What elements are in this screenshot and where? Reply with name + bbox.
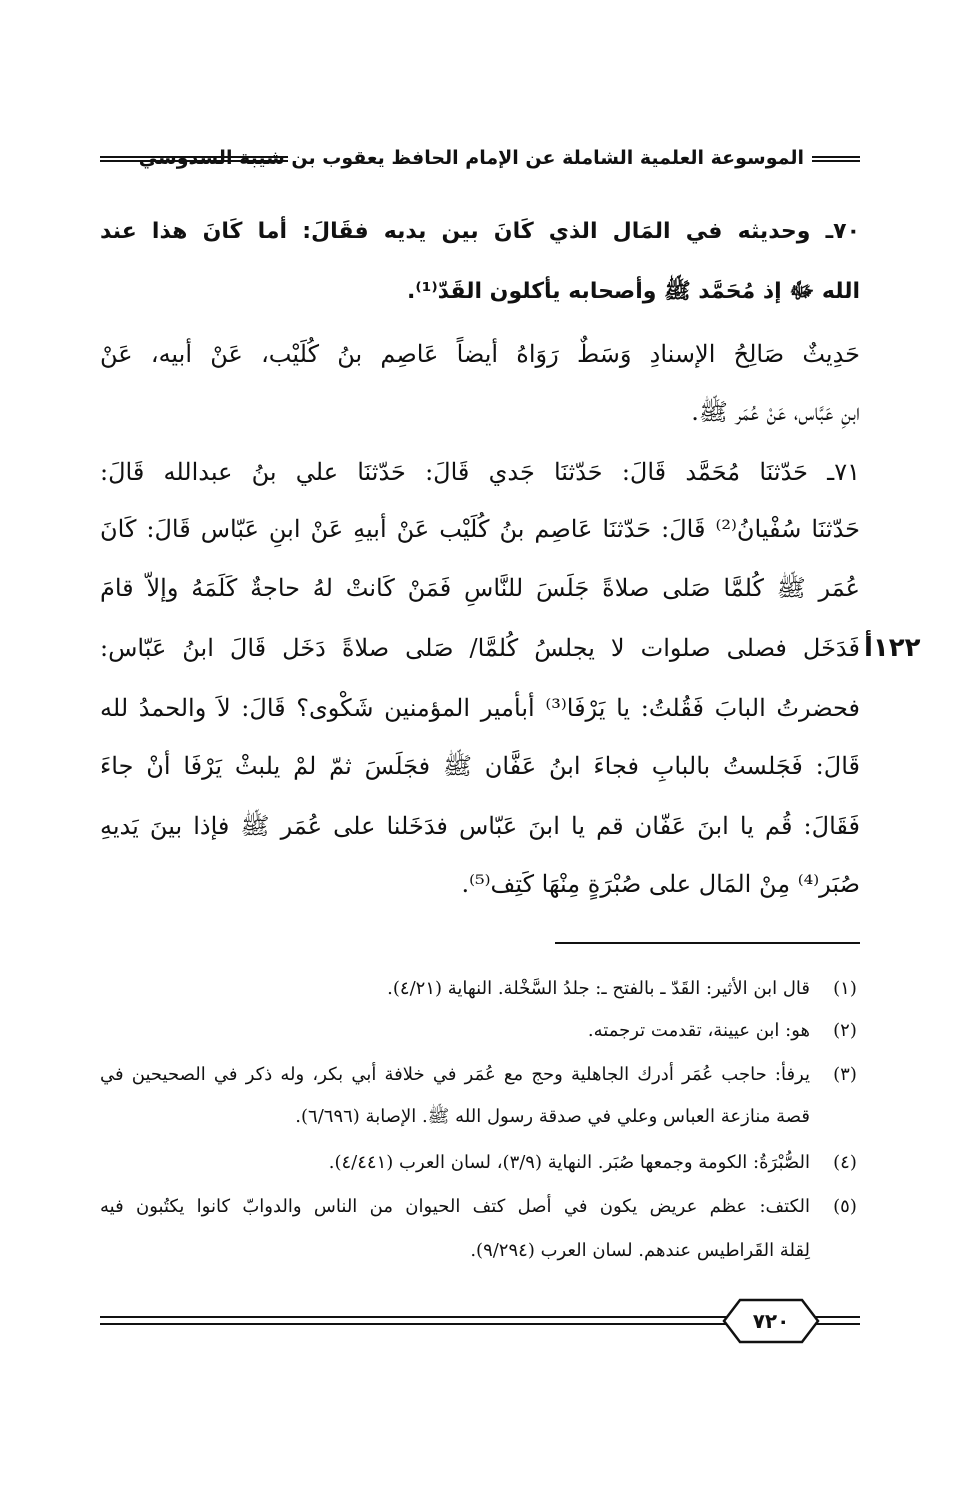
footnote-number: (٥) xyxy=(833,1196,857,1217)
footnote-number: (٤) xyxy=(833,1152,857,1173)
footnote-text: يرفأ: حاجب عُمَر أدرك الجاهلية وحج مع عُمَر في خلافة أبي بكر، وله ذكر في الصحيحين في xyxy=(100,1064,810,1085)
body-line-1: ٧٠ـ وحديثه في المَال الذي كَانَ بين يديه فقَالَ: أما كَانَ هذا عند xyxy=(100,219,860,244)
body-line-4: ابنِ عَبَّاس، عَنْ عُمَر ﷺ. xyxy=(691,398,860,426)
body-line-10: قَالَ: فَجَلستُ بالبابِ فجاءَ ابنُ عَفَّان ﷺ فجَلَسَ ثمّ لمْ يلبثْ يَرْفَا أنْ جاءَ xyxy=(100,752,860,780)
body-line-11: فَقَالَ: قُم يا ابنَ عَفّان قم يا ابنَ عَبّاس فدَخَلنا على عُمَر ﷺ فإذا بينَ يَديهِ xyxy=(100,812,860,840)
footnote-number: (٣) xyxy=(833,1064,857,1085)
body-line-9: فحضرتُ البابَ فَقُلتُ: يا يَرْفَا⁽³⁾ أبأمير المؤمنين شَكْوى؟ قَالَ: لاَ والحمدُ لله xyxy=(100,694,860,722)
running-header-title: الموسوعة العلمية الشاملة عن الإمام الحافظ يعقوب بن شيبة السدوسي xyxy=(138,147,804,169)
body-line-2: الله ﷻ إذ مُحَمَّد ﷺ وأصحابه يأكلون القَدّ⁽¹⁾. xyxy=(407,279,860,304)
footnote-number: (١) xyxy=(833,978,857,999)
body-line-12: صُبَر⁽⁴⁾ مِنْ المَال على صُبْرَةٍ مِنْهَا كَتِف⁽⁵⁾. xyxy=(461,870,860,898)
footnote-5-continuation: لِقلة القَراطيس عندهم. لسان العرب (٩/٢٩٤). xyxy=(470,1240,810,1261)
manuscript-folio-marker: ١٢٢أ xyxy=(864,633,921,663)
body-line-3: حَدِيثٌ صَالِحُ الإسنادِ وَسَطٌ رَوَاهُ أيضاً عَاصِم بنُ كُلَيْب، عَنْ أبيه، عَنْ xyxy=(100,340,860,368)
header-rule-right xyxy=(812,156,860,162)
footnote-text: الصُّبْرَةُ: الكومة وجمعها صُبَر. النهاية (٣/٩)، لسان العرب (٤/٤٤١). xyxy=(328,1152,810,1173)
footnote-separator xyxy=(555,942,860,944)
footnote-number: (٢) xyxy=(833,1020,857,1041)
body-line-8: فَدَخَل فصلى صلوات لا يجلسُ كُلمَّا/ صَلى صلاةً دَخَل قَالَ ابنُ عَبّاس: xyxy=(100,634,860,662)
footnote-text: الكتف: عظم عريض يكون في أصل كتف الحيوان من الناس والدوابّ كانوا يكتُبون فيه xyxy=(100,1196,810,1217)
footnote-text: قال ابن الأثير: القَدّ ـ بالفتح ـ: جلدُ السَّخْلة. النهاية (٤/٢١). xyxy=(387,978,810,999)
body-line-7: عُمَر ﷺ كُلمَّا صَلى صلاةً جَلَسَ للنَّاسِ فَمَنْ كَانتْ لهُ حاجةٌ كَلَمَهُ وإلاّ قامَ xyxy=(100,574,860,602)
footnote-3-continuation: قصة منازعة العباس وعلي في صدقة رسول الله ﷺ. الإصابة (٦/٦٩٦). xyxy=(295,1106,810,1127)
page-number: ٧٢٠ xyxy=(752,1309,790,1333)
header-rule-left xyxy=(100,156,288,162)
body-line-6: حَدّثنَا سُفْيانُ⁽²⁾ قَالَ: حَدّثنَا عَاصِم بنُ كُلَيْب عَنْ أبيهِ عَنْ ابنِ عَبّاس قَالَ: كَانَ xyxy=(100,515,860,543)
footnote-text: هو: ابن عيينة، تقدمت ترجمته. xyxy=(587,1020,810,1041)
body-line-5: ٧١ـ حَدّثنَا مُحَمَّد قَالَ: حَدّثنَا جَدي قَالَ: حَدّثنَا علي بنُ عبدالله قَالَ: xyxy=(100,458,860,486)
